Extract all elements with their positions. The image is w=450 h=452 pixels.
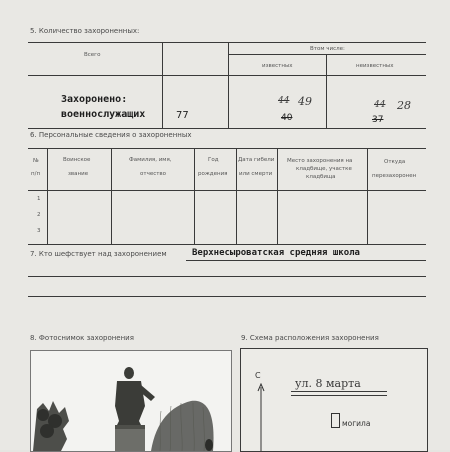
section6-col-divider <box>277 148 278 244</box>
location-scheme <box>240 348 428 452</box>
street-line <box>291 391 387 392</box>
hdr-death-2: или смерти <box>239 171 273 177</box>
north-label: С <box>255 371 261 380</box>
grave-photo <box>30 350 232 452</box>
unknown-corrected-value: 28 <box>397 99 411 112</box>
section6-col-divider <box>194 148 195 244</box>
row-label-buried: Захоронено: <box>61 94 128 105</box>
section6-title: 6. Персональные сведения о захороненных <box>30 131 192 139</box>
section5-divider-3 <box>326 54 327 128</box>
north-arrow-icon <box>257 383 265 451</box>
section5-title: 5. Количество захороненных: <box>30 27 140 35</box>
hdr-name-2: отчество <box>140 171 167 177</box>
patron-value: Верхнесыроватская средняя школа <box>192 248 360 258</box>
total-count: 77 <box>176 110 189 121</box>
hdr-death: Дата гибели <box>238 157 275 163</box>
col-total-header: Всего <box>84 52 101 58</box>
col-group-header: Втом числе: <box>310 46 345 52</box>
hdr-place: Место захоронения на <box>287 158 353 164</box>
hdr-num-2: п/п <box>31 171 41 177</box>
section7-title: 7. Кто шефствует над захоронением <box>30 250 167 258</box>
street-line <box>291 395 387 396</box>
hdr-rank-2: звание <box>68 171 89 177</box>
hdr-birth: Год <box>208 157 219 163</box>
hdr-birth-2: рождения <box>198 171 228 177</box>
section6-col-divider <box>367 148 368 244</box>
section6-col-divider <box>236 148 237 244</box>
col-unknown-header: неизвестных <box>356 63 394 69</box>
row-number: 3 <box>37 228 41 234</box>
hdr-from: Откуда <box>384 159 406 165</box>
col-known-header: известных <box>262 63 293 69</box>
street-label: ул. 8 марта <box>295 377 361 390</box>
section9-title: 9. Схема расположения захоронения <box>241 334 379 342</box>
section5-divider-1 <box>162 42 163 128</box>
section8-title: 8. Фотоснимок захоронения <box>30 334 134 342</box>
hdr-place-3: кладбища <box>306 174 336 180</box>
monument-photo-illustration <box>31 351 231 451</box>
known-corrected-value: 49 <box>298 95 312 108</box>
unknown-struck-value: 44 <box>374 100 386 110</box>
section6-col-divider <box>111 148 112 244</box>
section5-top-rule <box>28 42 426 43</box>
hdr-from-2: перезахоронен <box>372 173 417 179</box>
row-label-soldiers: военнослужащих <box>61 109 146 120</box>
hdr-place-2: кладбище, участке <box>296 166 352 172</box>
row-number: 2 <box>37 212 41 218</box>
grave-marker-icon <box>331 413 340 428</box>
hdr-rank: Воинское <box>63 157 91 163</box>
section7-blank-line <box>28 296 426 297</box>
section5-subheader-rule <box>228 54 426 55</box>
section7-answer-line <box>186 260 426 261</box>
section6-bottom-rule <box>28 244 426 245</box>
known-original-value: 40 <box>281 113 293 123</box>
row-number: 1 <box>37 196 41 202</box>
section5-divider-2 <box>228 42 229 128</box>
hdr-name: Фамилия, имя, <box>129 157 172 163</box>
section5-header-bottom-rule <box>28 75 426 76</box>
hdr-num: № <box>33 158 39 164</box>
section5-bottom-rule <box>28 128 426 129</box>
unknown-original-value: 37 <box>372 115 384 125</box>
section6-col-divider <box>47 148 48 244</box>
section7-blank-line <box>28 276 426 277</box>
known-struck-value: 44 <box>278 96 290 106</box>
grave-label: могила <box>342 419 371 428</box>
